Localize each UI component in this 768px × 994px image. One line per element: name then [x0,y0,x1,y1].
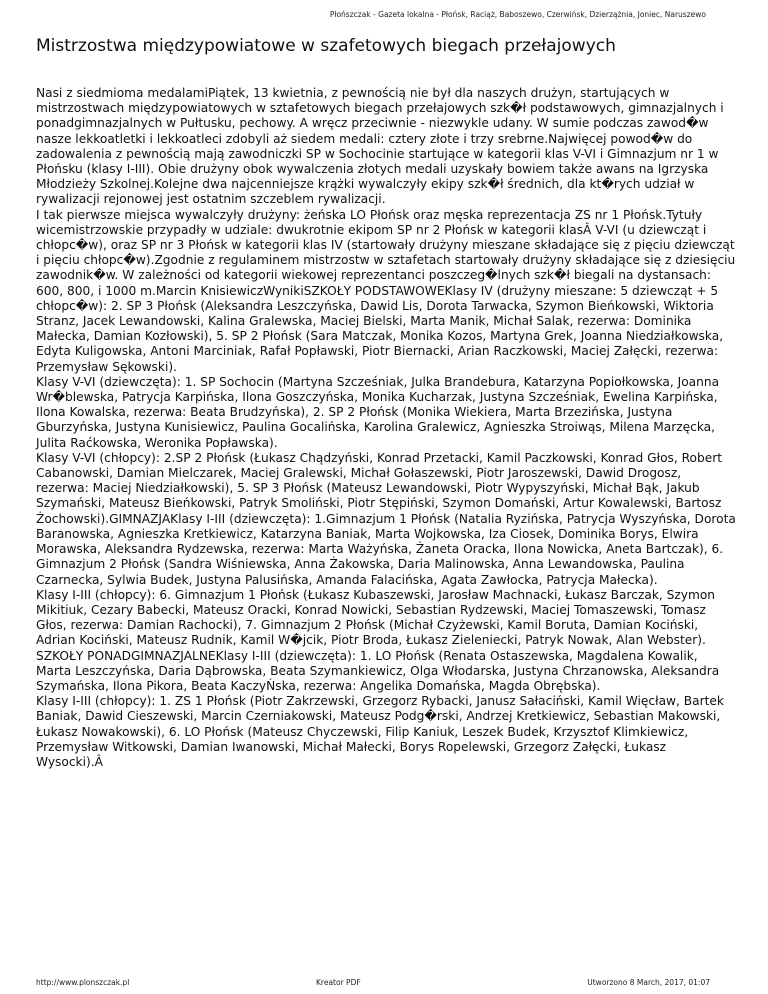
article-paragraph: Klasy I-III (chłopcy): 6. Gimnazjum 1 Płońsk (Łukasz Kubaszewski, Jarosław Machnacki, Łukasz Barczak, Szymon Mikitiuk, Cezary Babecki, Mateusz Oracki, Konrad Nowicki, Sebastian Rydzewski, Maciej Tomaszewski, Tomasz Głos, rezerwa: Damian Rachocki), 7. Gimnazjum 2 Płońsk (Michał Czyżewski, Kamil Boruta, Damian Kociński, Adrian Kociński, Mateusz Rudnik, Kamil W�jcik, Piotr Broda, Łukasz Zieleniecki, Patryk Nowak, Alan Webster). SZKOŁY PONADGIMNAZJALNEKlasy I-III (dziewczęta): 1. LO Płońsk (Renata Ostaszewska, Magdalena Kowalik, Marta Leszczyńska, Daria Dąbrowska, Beata Szymankiewicz, Olga Włodarska, Justyna Chrzanowska, Aleksandra Szymańska, Ilona Pikora, Beata KaczyŃska, rezerwa: Angelika Domańska, Magda Obrębska). [36,587,720,693]
page-header: Płońszczak - Gazeta lokalna - Płońsk, Raciąż, Baboszewo, Czerwińsk, Dzierzążnia, Joniec, Naruszewo [329,10,706,19]
article-paragraph: Klasy V-VI (dziewczęta): 1. SP Sochocin (Martyna Szcześniak, Julka Brandebura, Katarzyna Popiołkowska, Joanna Wr�blewska, Patrycja Karpińska, Ilona Goszczyńska, Monika Kucharzak, Justyna Szcześniak, Ewelina Karpińska, Ilona Kowalska, rezerwa: Beata Brudzyńska), 2. SP 2 Płońsk (Monika Wiekiera, Marta Brzezińska, Justyna Gburzyńska, Justyna Kunisiewicz, Paulina Gocalińska, Karolina Gralewicz, Agnieszka Stroiwąs, Milena Marzęcka, Julita Raćkowska, Weronika Popławska). [36,374,720,450]
article-paragraph: Klasy I-III (chłopcy): 1. ZS 1 Płońsk (Piotr Zakrzewski, Grzegorz Rybacki, Janusz Sałaciński, Kamil Więcław, Bartek Baniak, Dawid Cieszewski, Marcin Czerniakowski, Mateusz Podg�rski, Andrzej Kretkiewicz, Sebastian Makowski, Łukasz Nowakowski), 6. LO Płońsk (Mateusz Chyczewski, Filip Kaniuk, Leszek Budek, Krzysztof Klimkiewicz, Przemysław Witkowski, Damian Iwanowski, Michał Małecki, Borys Ropelewski, Grzegorz Załęcki, Łukasz Wysocki).Â [36,694,724,769]
article-paragraph: Nasi z siedmioma medalamiPiątek, 13 kwietnia, z pewnością nie był dla naszych drużyn, startujących w mistrzostwach międzypowiatowych w sztafetowych biegach przełajowych szk�ł podstawowych, gimnazjalnych i ponadgimnazjalnych w Pułtusku, pechowy. A wręcz przeciwnie - niezwykle udany. W sumie podczas zawod�w nasze lekkoatletki i lekkoatleci zdobyli aż siedem medali: cztery złote i trzy srebrne.Najwięcej powod�w do zadowalenia z pewnością mają zawodniczki SP w Sochocinie startujące w kategorii klas V-VI i Gimnazjum nr 1 w Płońsku (klasy I-III). Obie drużyny obok wywalczenia złotych medali uzyskały bowiem także awans na Igrzyska Młodzieży Szkolnej.Kolejne dwa najcenniejsze krążki wywalczyły ekipy szk�ł średnich, dla kt�rych udział w rywalizacji rejonowej jest ostatnim szczeblem rywalizacji. [36,86,724,207]
article-paragraph: Klasy V-VI (chłopcy): 2.SP 2 Płońsk (Łukasz Chądzyński, Konrad Przetacki, Kamil Paczkowski, Konrad Głos, Robert Cabanowski, Damian Mielczarek, Maciej Gralewski, Michał Gołaszewski, Piotr Jaroszewski, Dawid Drogosz, rezerwa: Maciej Niedziałkowski), 5. SP 3 Płońsk (Mateusz Lewandowski, Piotr Wypyszyński, Michał Bąk, Jakub Szymański, Mateusz Bieńkowski, Patryk Smoliński, Piotr Stępiński, Szymon Domański, Artur Kowalewski, Bartosz Żochowski).GIMNAZJAKlasy I-III (dziewczęta): 1.Gimnazjum 1 Płońsk (Natalia Ryzińska, Patrycja Wyszyńska, Dorota Baranowska, Agnieszka Kretkiewicz, Katarzyna Baniak, Marta Wojkowska, Iza Ciosek, Dominika Borys, Elwira Morawska, Aleksandra Rydzewska, rezerwa: Marta Ważyńska, Żaneta Oracka, Ilona Nowicka, Aneta Bartczak), 6. Gimnazjum 2 Płońsk (Sandra Wiśniewska, Anna Żakowska, Daria Malinowska, Anna Lewandowska, Paulina Czarnecka, Sylwia Budek, Justyna Palusińska, Amanda Falacińska, Agata Zawłocka, Patrycja Małecka). [36,450,736,587]
article-title: Mistrzostwa międzypowiatowe w szafetowych biegach przełajowych [36,36,616,56]
footer-generator: Kreator PDF [316,978,361,987]
footer-url: http://www.plonszczak.pl [36,978,130,987]
footer-created-date: Utworzono 8 March, 2017, 01:07 [587,978,710,987]
article-body [36,86,736,770]
article-paragraph: I tak pierwsze miejsca wywalczyły drużyny: żeńska LO Płońsk oraz męska reprezentacja ZS nr 1 Płońsk.Tytuły wicemistrzowskie przypadły w udziale: dwukrotnie ekipom SP nr 2 Płońsk w kategorii klasÂ V-VI (u dziewcząt i chłopc�w), oraz SP nr 3 Płońsk w kategorii klas IV (startowały drużyny mieszane składające się z pięciu dziewcząt i pięciu chłopc�w).Zgodnie z regulaminem mistrzostw w sztafetach startowały drużyny składające się z dziesięciu zawodnik�w. W zależności od kategorii wiekowej reprezentanci poszczeg�lnych szk�ł biegali na dystansach: 600, 800, i 1000 m.Marcin KnisiewiczWynikiSZKOŁY PODSTAWOWEKlasy IV (drużyny mieszane: 5 dziewcząt + 5 chłopc�w): 2. SP 3 Płońsk (Aleksandra Leszczyńska, Dawid Lis, Dorota Tarwacka, Szymon Bieńkowski, Wiktoria Stranz, Jacek Lewandowski, Kalina Gralewska, Maciej Bielski, Marta Manik, Michał Salak, rezerwa: Dominika Małecka, Damian Kozłowski), 5. SP 2 Płońsk (Sara Matczak, Monika Kozos, Martyna Grek, Joanna Niedziałkowska, Edyta Kuligowska, Antoni Marciniak, Rafał Popławski, Piotr Biernacki, Arian Raczkowski, Maciej Załęcki, rezerwa: Przemysław Sękowski). [36,207,736,374]
